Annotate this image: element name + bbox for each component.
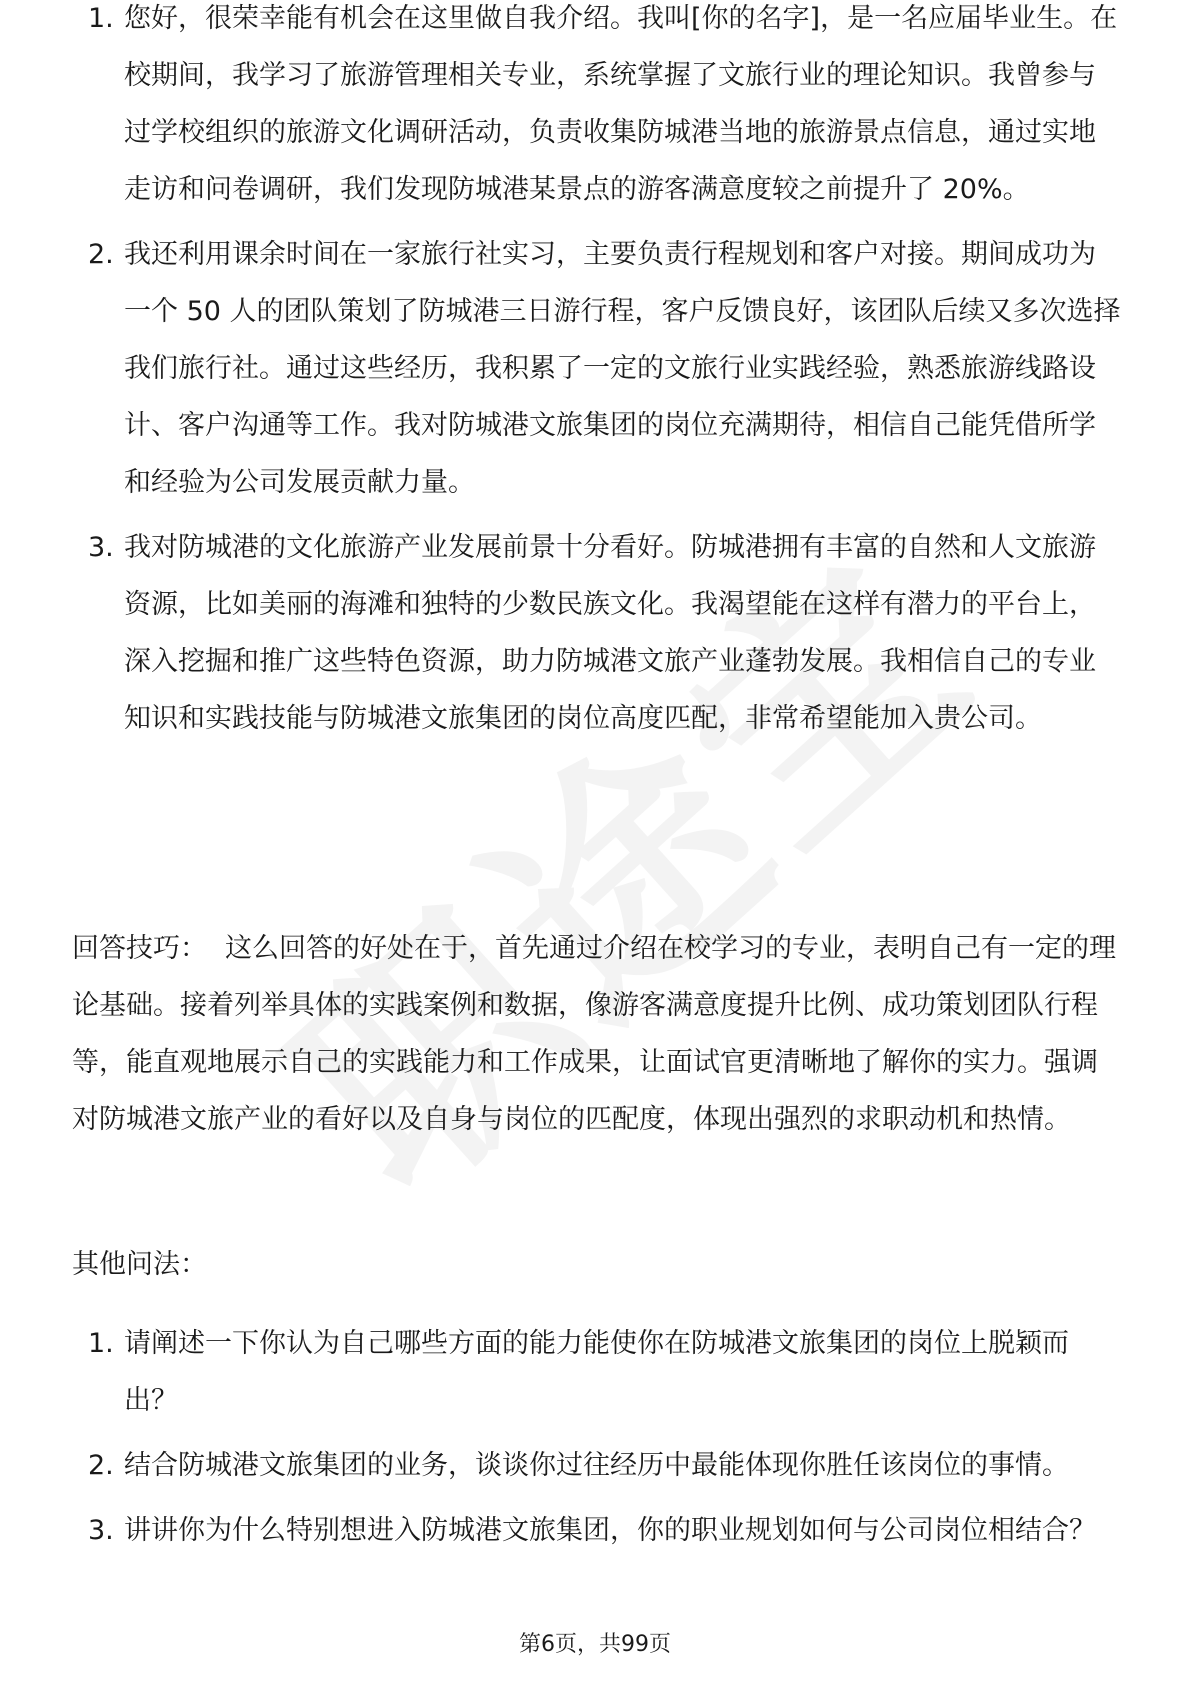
list-item-text: 我还利用课余时间在一家旅行社实习，主要负责行程规划和客户对接。期间成功为一个 50 人的团队策划了防城港三日游行程，客户反馈良好，该团队后续又多次选择我们旅行社。通过这些经历，我积累了一定的文旅行业实践经验，熟悉旅游线路设计、客户沟通等工作。我对防城港文旅集团的岗位充满期待，相信自己能凭借所学和经验为公司发展贡献力量。 — [124, 239, 1121, 498]
answer-tips-label: 回答技巧： — [72, 933, 207, 964]
list-item-text: 讲讲你为什么特别想进入防城港文旅集团，你的职业规划如何与公司岗位相结合？ — [124, 1515, 1096, 1546]
list-item — [72, 1502, 1122, 1559]
page-indicator: 第6页，共99页 — [519, 1632, 671, 1657]
list-item — [72, 226, 1122, 511]
list-item-text: 请阐述一下你认为自己哪些方面的能力能使你在防城港文旅集团的岗位上脱颖而出？ — [124, 1328, 1069, 1416]
list-item-text: 结合防城港文旅集团的业务，谈谈你过往经历中最能体现你胜任该岗位的事情。 — [124, 1450, 1069, 1481]
list-item — [72, 1315, 1122, 1429]
other-questions-list — [72, 1315, 1122, 1567]
answer-tips-text: 这么回答的好处在于，首先通过介绍在校学习的专业，表明自己有一定的理论基础。接着列举具体的实践案例和数据，像游客满意度提升比例、成功策划团队行程等，能直观地展示自己的实践能力和工作成果，让面试官更清晰地了解你的实力。强调对防城港文旅产业的看好以及自身与岗位的匹配度，体现出强烈的求职动机和热情。 — [72, 933, 1116, 1135]
answer-tips-paragraph — [72, 920, 1122, 1148]
list-item-number: 1. — [88, 1328, 114, 1359]
answer-list — [72, 0, 1122, 755]
other-questions-heading: 其他问法： — [72, 1249, 207, 1280]
list-item-number: 2. — [88, 1450, 114, 1481]
list-item-number: 3. — [88, 1515, 114, 1546]
list-item — [72, 519, 1122, 747]
list-item-number: 2. — [88, 239, 114, 270]
list-item — [72, 0, 1122, 218]
list-item-text: 我对防城港的文化旅游产业发展前景十分看好。防城港拥有丰富的自然和人文旅游资源，比如美丽的海滩和独特的少数民族文化。我渴望能在这样有潜力的平台上，深入挖掘和推广这些特色资源，助力防城港文旅产业蓬勃发展。我相信自己的专业知识和实践技能与防城港文旅集团的岗位高度匹配，非常希望能加入贵公司。 — [124, 532, 1096, 734]
list-item — [72, 1437, 1122, 1494]
list-item-text: 您好，很荣幸能有机会在这里做自我介绍。我叫[你的名字]，是一名应届毕业生。在校期间，我学习了旅游管理相关专业，系统掌握了文旅行业的理论知识。我曾参与过学校组织的旅游文化调研活动，负责收集防城港当地的旅游景点信息，通过实地走访和问卷调研，我们发现防城港某景点的游客满意度较之前提升了 20%。 — [124, 3, 1118, 205]
list-item-number: 1. — [88, 3, 114, 34]
list-item-number: 3. — [88, 532, 114, 563]
